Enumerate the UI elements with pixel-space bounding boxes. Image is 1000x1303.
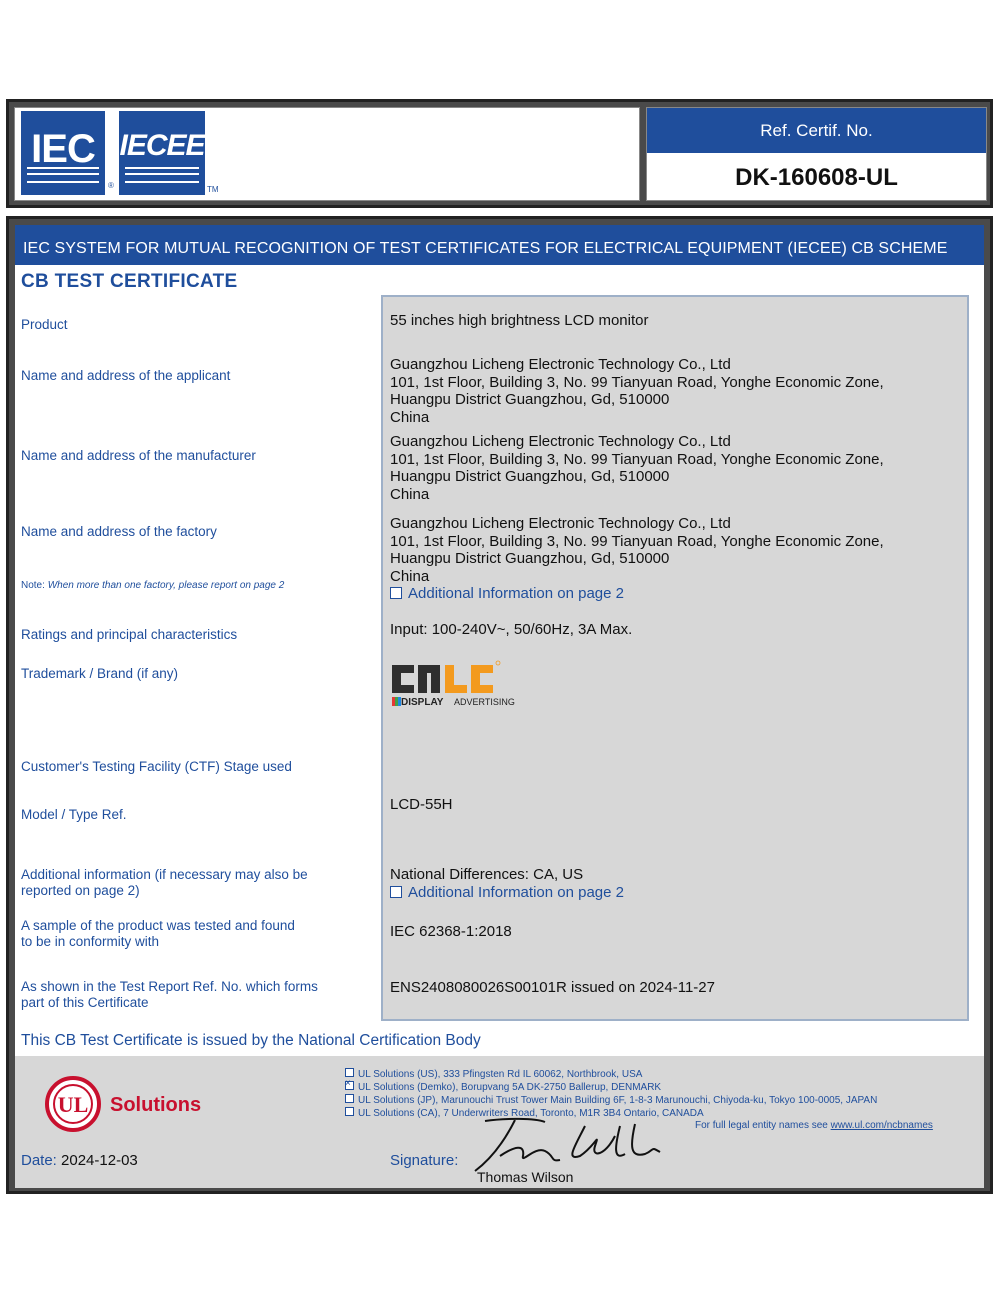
ul-logo-text: UL bbox=[57, 1092, 89, 1117]
label-model: Model / Type Ref. bbox=[21, 807, 127, 822]
manufacturer-line-1: Guangzhou Licheng Electronic Technology Co., Ltd bbox=[390, 433, 731, 450]
applicant-line-2: 101, 1st Floor, Building 3, No. 99 Tianyuan Road, Yonghe Economic Zone, bbox=[390, 373, 884, 391]
ul-logo-icon bbox=[45, 1076, 101, 1132]
factory-additional-info-text: Additional Information on page 2 bbox=[408, 585, 624, 602]
ref-title: Ref. Certif. No. bbox=[647, 108, 986, 153]
checkbox-icon bbox=[345, 1094, 354, 1103]
manufacturer-line-3: Huangpu District Guangzhou, Gd, 510000 bbox=[390, 468, 670, 485]
scheme-bar: IEC SYSTEM FOR MUTUAL RECOGNITION OF TEST CERTIFICATES FOR ELECTRICAL EQUIPMENT (IECEE) CB SCHEME bbox=[15, 225, 984, 265]
label-additional-line-1: Additional information (if necessary may also be bbox=[21, 867, 308, 882]
ref-number: DK-160608-UL bbox=[735, 164, 898, 191]
iec-logo-text: IEC bbox=[31, 127, 95, 171]
value-additional bbox=[390, 866, 624, 901]
certificate-footer bbox=[15, 1056, 984, 1188]
trademark-mark: TM bbox=[207, 185, 219, 194]
factory-line-2: 101, 1st Floor, Building 3, No. 99 Tianyuan Road, Yonghe Economic Zone, bbox=[390, 532, 884, 550]
office-text: UL Solutions (CA), 7 Underwriters Road, Toronto, M1R 3B4 Ontario, CANADA bbox=[358, 1108, 704, 1119]
label-conformity bbox=[21, 918, 295, 950]
value-model: LCD-55H bbox=[390, 796, 453, 813]
label-conformity-line-2: to be in conformity with bbox=[21, 934, 160, 949]
iec-logo bbox=[21, 111, 105, 195]
certificate-body bbox=[6, 216, 993, 1194]
value-ratings: Input: 100-240V~, 50/60Hz, 3A Max. bbox=[390, 621, 633, 638]
office-text: UL Solutions (JP), Marunouchi Trust Tower Main Building 6F, 1-8-3 Marunouchi, Chiyoda-ku, Tokyo 100-0005, JAPAN bbox=[358, 1095, 878, 1106]
checked-checkbox-icon bbox=[345, 1081, 354, 1090]
checkbox-icon bbox=[345, 1107, 354, 1116]
factory-line-1: Guangzhou Licheng Electronic Technology Co., Ltd bbox=[390, 515, 731, 532]
additional-national-differences: National Differences: CA, US bbox=[390, 866, 584, 883]
label-report bbox=[21, 979, 318, 1011]
legal-names-link[interactable]: www.ul.com/ncbnames bbox=[830, 1120, 933, 1131]
applicant-line-3: Huangpu District Guangzhou, Gd, 510000 bbox=[390, 391, 670, 408]
brand-sub-2: ADVERTISING bbox=[454, 697, 515, 707]
logo-area bbox=[14, 107, 640, 201]
label-additional-line-2: reported on page 2) bbox=[21, 883, 140, 898]
applicant-line-1: Guangzhou Licheng Electronic Technology Co., Ltd bbox=[390, 356, 731, 373]
label-report-line-1: As shown in the Test Report Ref. No. which forms bbox=[21, 979, 318, 994]
note-prefix: Note: bbox=[21, 580, 45, 591]
manufacturer-line-2: 101, 1st Floor, Building 3, No. 99 Tianyuan Road, Yonghe Economic Zone, bbox=[390, 450, 884, 468]
brand-sub-1: DISPLAY bbox=[401, 697, 444, 708]
signer-name: Thomas Wilson bbox=[477, 1169, 574, 1185]
value-product: 55 inches high brightness LCD monitor bbox=[390, 312, 649, 329]
applicant-line-4: China bbox=[390, 408, 430, 426]
certificate-header bbox=[6, 99, 993, 208]
value-applicant bbox=[390, 356, 884, 426]
manufacturer-line-4: China bbox=[390, 485, 430, 503]
label-factory: Name and address of the factory bbox=[21, 524, 217, 539]
signature-image bbox=[445, 1116, 675, 1176]
label-applicant: Name and address of the applicant bbox=[21, 368, 231, 383]
checkbox-icon bbox=[345, 1068, 354, 1077]
legal-names-note bbox=[695, 1120, 933, 1131]
additional-info-text: Additional Information on page 2 bbox=[408, 883, 624, 901]
office-option bbox=[345, 1094, 877, 1107]
office-text: UL Solutions (US), 333 Pfingsten Rd IL 60062, Northbrook, USA bbox=[358, 1069, 643, 1080]
certificate-title: CB TEST CERTIFICATE bbox=[21, 271, 238, 292]
date-label: Date: bbox=[21, 1152, 57, 1169]
ul-offices-list bbox=[345, 1068, 877, 1120]
issued-by-statement: This CB Test Certificate is issued by the National Certification Body bbox=[21, 1032, 481, 1049]
factory-note bbox=[21, 578, 284, 594]
brand-logo bbox=[390, 653, 530, 718]
ul-wordmark: Solutions bbox=[110, 1094, 202, 1116]
checkbox-icon bbox=[390, 587, 402, 599]
certificate-form bbox=[15, 265, 984, 1056]
label-manufacturer: Name and address of the manufacturer bbox=[21, 448, 256, 463]
office-text: UL Solutions (Demko), Borupvang 5A DK-2750 Ballerup, DENMARK bbox=[358, 1082, 662, 1093]
value-standard: IEC 62368-1:2018 bbox=[390, 923, 512, 940]
label-conformity-line-1: A sample of the product was tested and found bbox=[21, 918, 295, 933]
date-field bbox=[21, 1152, 138, 1169]
office-option bbox=[345, 1068, 877, 1081]
factory-line-4: China bbox=[390, 567, 430, 585]
note-text: When more than one factory, please report on page 2 bbox=[47, 580, 285, 591]
checkbox-icon bbox=[390, 886, 402, 898]
reference-box bbox=[646, 107, 987, 201]
value-factory bbox=[390, 515, 884, 603]
label-ctf: Customer's Testing Facility (CTF) Stage used bbox=[21, 759, 292, 774]
additional-info bbox=[390, 884, 624, 902]
cnlc-logo-icon bbox=[390, 653, 530, 713]
iecee-logo bbox=[119, 111, 205, 195]
iecee-logo-text: IECEE bbox=[119, 129, 205, 162]
label-additional bbox=[21, 867, 308, 899]
office-option bbox=[345, 1081, 877, 1094]
label-ratings: Ratings and principal characteristics bbox=[21, 627, 238, 642]
registered-mark: ® bbox=[108, 181, 114, 190]
signature-label: Signature: bbox=[390, 1152, 459, 1169]
label-report-line-2: part of this Certificate bbox=[21, 995, 149, 1010]
label-product: Product bbox=[21, 317, 68, 332]
value-manufacturer bbox=[390, 433, 884, 503]
value-report: ENS2408080026S00101R issued on 2024-11-27 bbox=[390, 979, 715, 996]
factory-line-3: Huangpu District Guangzhou, Gd, 510000 bbox=[390, 550, 670, 567]
factory-additional-info bbox=[390, 585, 884, 603]
legal-text: For full legal entity names see bbox=[695, 1120, 828, 1131]
date-value: 2024-12-03 bbox=[61, 1152, 138, 1169]
label-trademark: Trademark / Brand (if any) bbox=[21, 666, 179, 681]
